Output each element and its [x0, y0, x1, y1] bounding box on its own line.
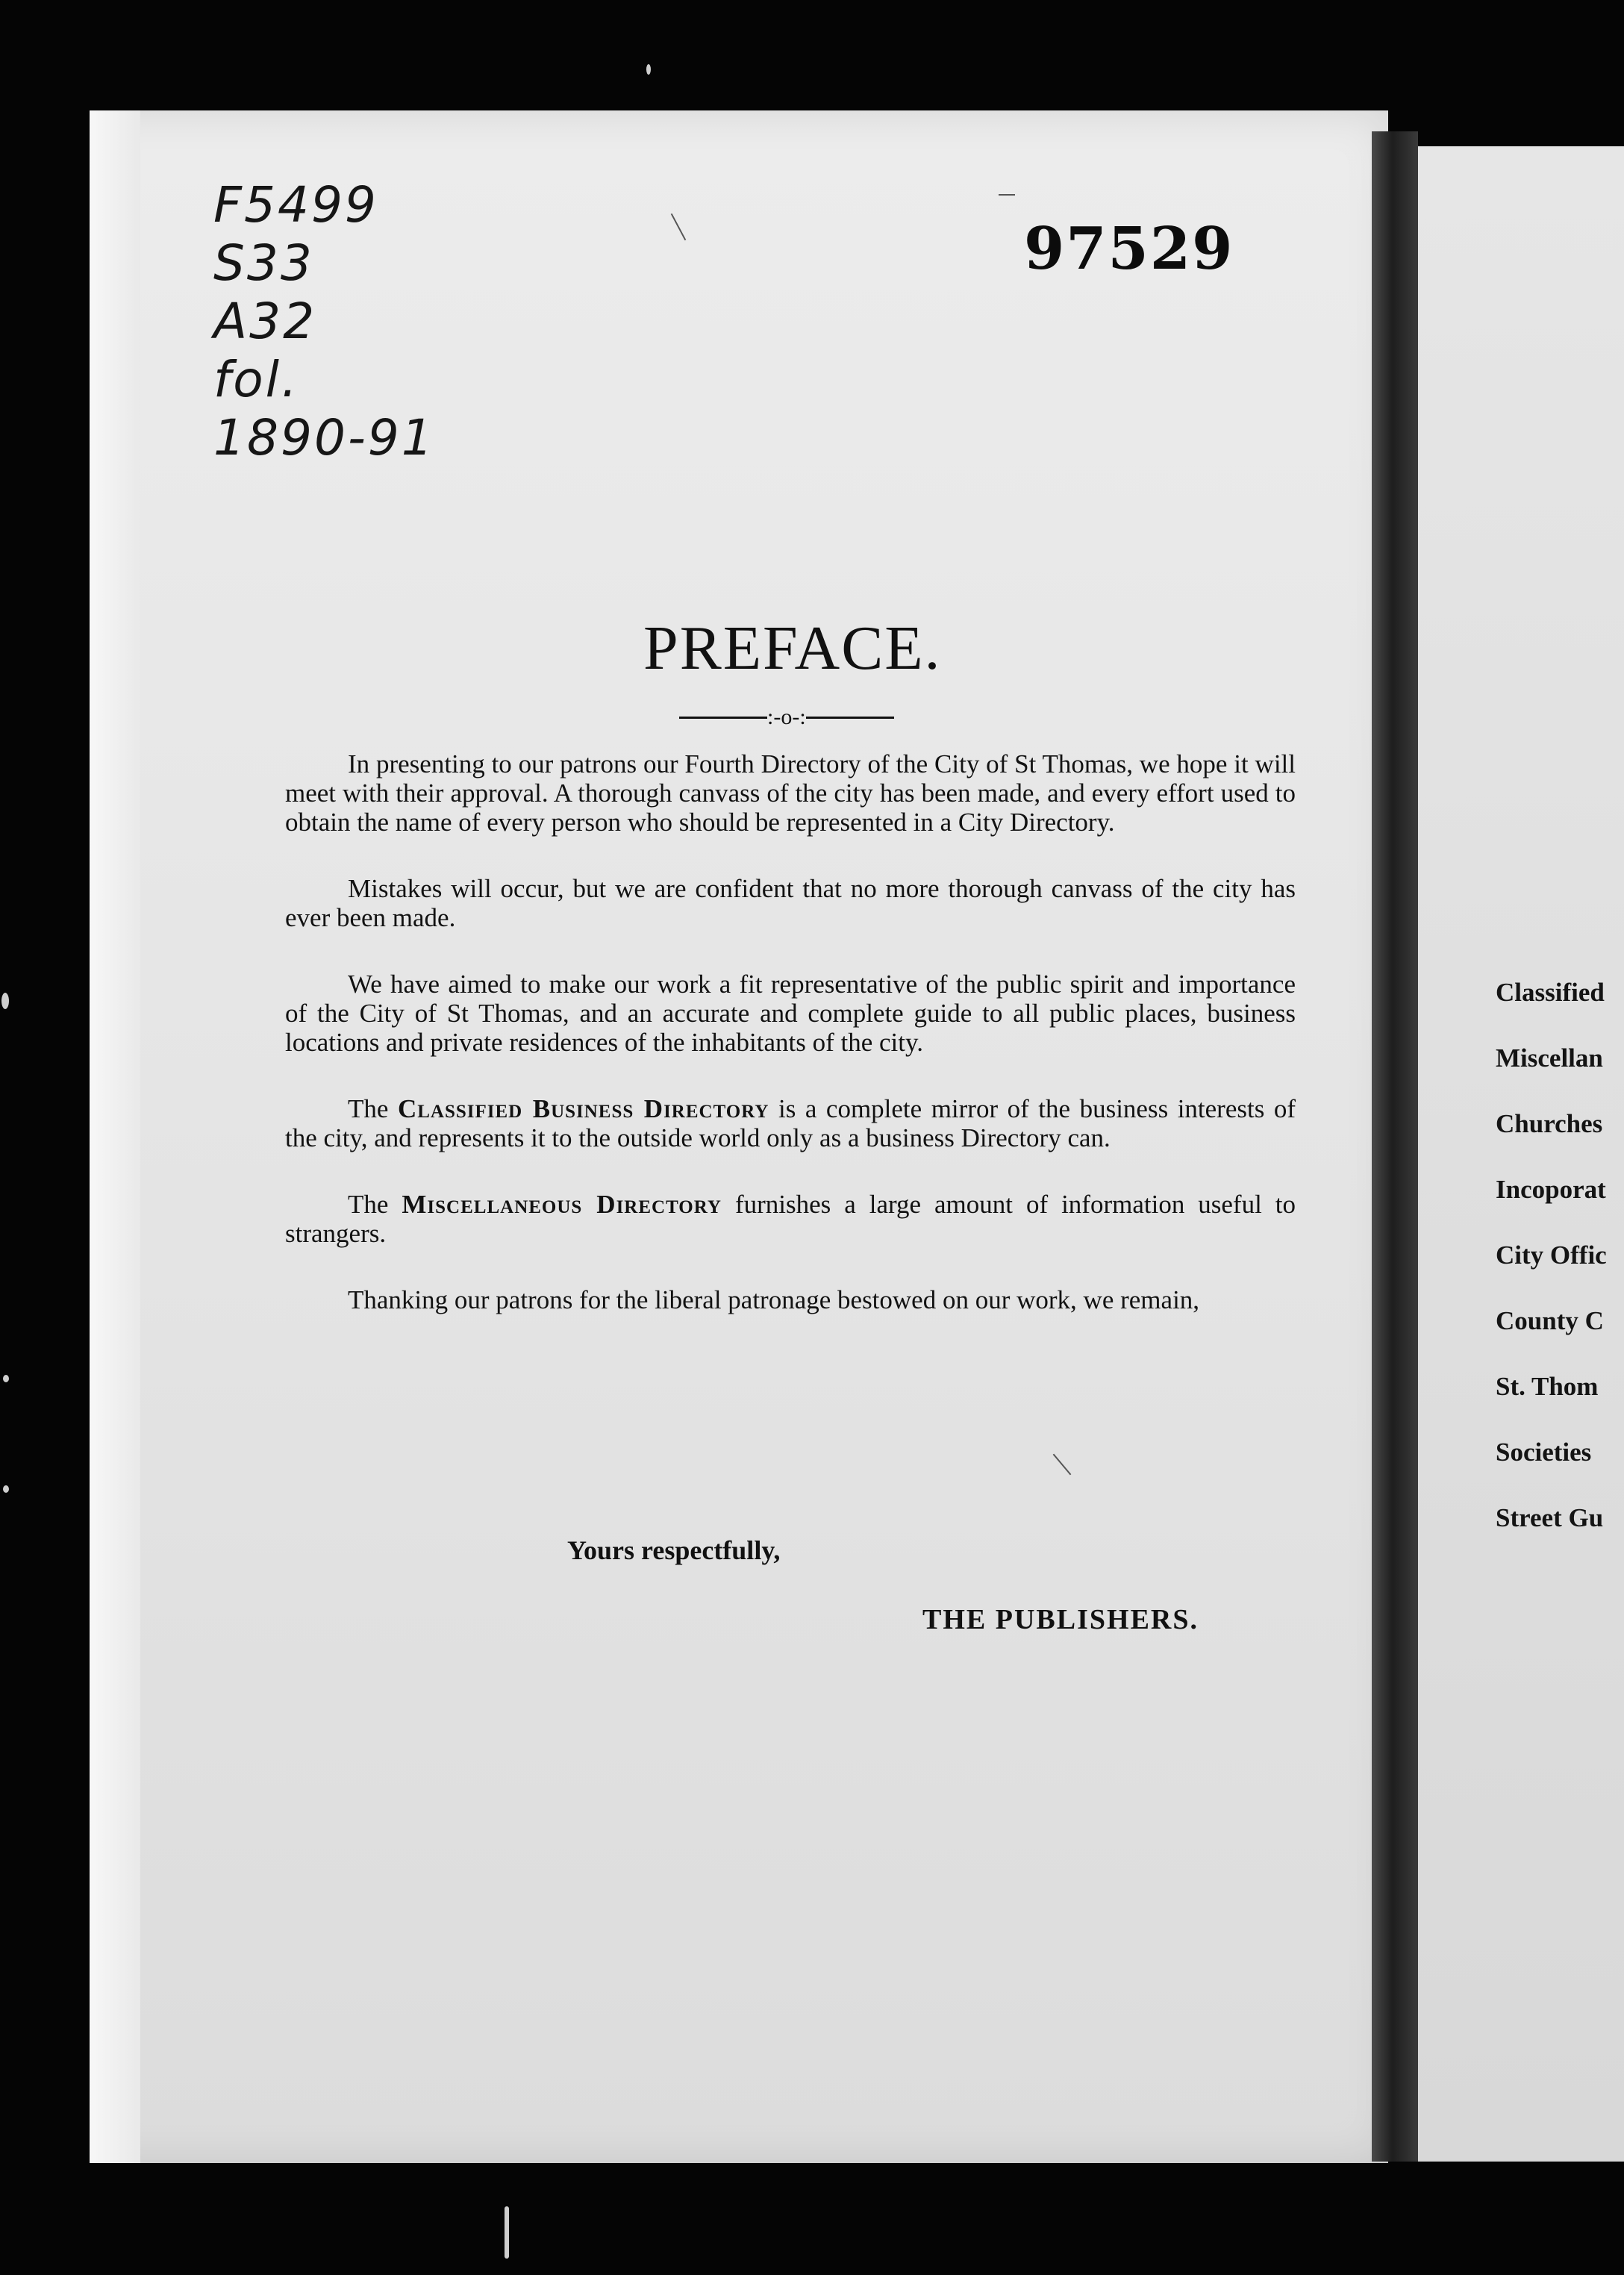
paragraph-rest: furnishes a large amount of information useful to strangers.	[285, 1190, 1296, 1248]
ornament-glyph: :-o-:	[767, 705, 806, 729]
facing-page-item: Societies	[1496, 1438, 1592, 1467]
classified-directory-emphasis: Classified Business Directory	[397, 1094, 769, 1123]
paragraph-rest: is a complete mirror of the business interests of the city, and represents it to the outside world only as a business Directory can.	[285, 1094, 1296, 1152]
facing-page-item: St. Thom	[1496, 1372, 1599, 1401]
preface-body	[285, 749, 1296, 1352]
facing-page-item: Classified	[1496, 978, 1605, 1007]
paragraph-lead: The	[348, 1094, 389, 1123]
page-edge	[90, 110, 140, 2163]
publisher-signature: THE PUBLISHERS.	[922, 1604, 1199, 1635]
call-number-line: A32	[213, 293, 317, 350]
facing-page-item: Street Gu	[1496, 1503, 1604, 1532]
accession-number: 97529	[1024, 215, 1234, 283]
closing-salutation: Yours respectfully,	[567, 1535, 781, 1565]
scan-speck	[3, 1375, 9, 1382]
scan-speck	[646, 64, 651, 75]
miscellaneous-directory-emphasis: Miscellaneous Directory	[402, 1190, 722, 1219]
ornament-rule	[806, 717, 894, 719]
facing-page-contents-list	[1496, 960, 1607, 1551]
preface-title: PREFACE.	[643, 614, 942, 683]
scan-speck	[3, 1485, 9, 1493]
preface-paragraph: In presenting to our patrons our Fourth Directory of the City of St Thomas, we hope it will meet with their approval. A thorough canvass of the city has been made, and every effort used to obtain the name of every person who should be represented in a City Directory.	[285, 749, 1296, 837]
facing-page-item: Miscellan	[1496, 1043, 1603, 1073]
book-gutter	[1372, 131, 1418, 2162]
preface-paragraph: Thanking our patrons for the liberal patronage bestowed on our work, we remain,	[348, 1285, 1200, 1314]
preface-paragraph: We have aimed to make our work a fit representative of the public spirit and importance of the City of St Thomas, and an accurate and complete guide to all public places, business locations and private residences of the inhabitants of the city.	[285, 970, 1296, 1057]
scan-speck	[505, 2206, 509, 2259]
call-number-line: 1890-91	[213, 409, 435, 466]
facing-page-item: Incoporat	[1496, 1175, 1606, 1204]
preface-paragraph	[285, 1190, 1296, 1248]
paragraph-lead: The	[348, 1190, 389, 1219]
facing-page-item: City Offic	[1496, 1241, 1607, 1270]
call-number-line: F5499	[213, 176, 378, 234]
ornament-rule	[679, 717, 767, 719]
facing-page-item: Churches	[1496, 1109, 1603, 1138]
scan-mark	[999, 194, 1015, 196]
facing-page-item: County C	[1496, 1306, 1604, 1335]
scan-speck	[1, 993, 9, 1009]
title-ornament	[679, 705, 894, 730]
preface-paragraph: Mistakes will occur, but we are confident that no more thorough canvass of the city has ever been made.	[285, 874, 1296, 932]
preface-paragraph	[285, 1094, 1296, 1152]
handwritten-call-number	[213, 176, 435, 467]
call-number-line: S33	[213, 234, 314, 292]
call-number-line: fol.	[213, 351, 299, 408]
